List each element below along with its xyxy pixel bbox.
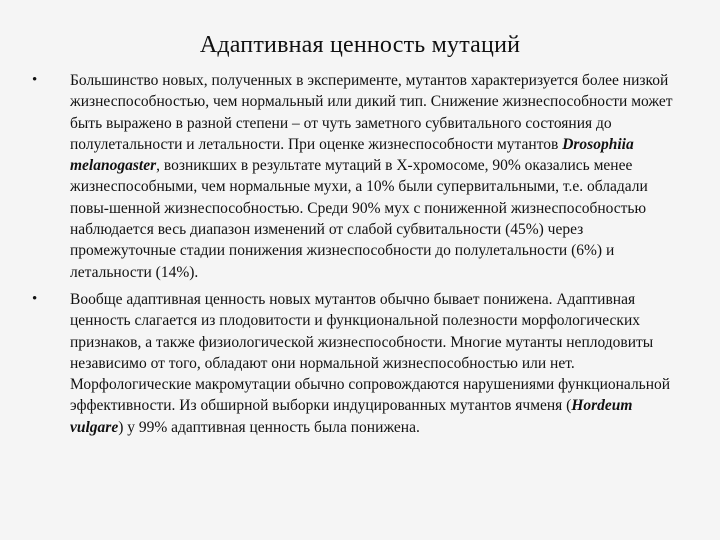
bullet-item: [30, 70, 680, 283]
bullet-marker: •: [32, 72, 38, 88]
slide-title: Адаптивная ценность мутаций: [199, 32, 521, 58]
bullet-marker: •: [32, 290, 38, 307]
species-name: Drosophiia melanogaster: [70, 135, 634, 175]
bullet-text-segment: Вообще адаптивная ценность новых мутантов обычно бывает понижена. Адаптивная ценность слагается из плодовитости и функциональной полезности морфологических признаков, а также физиологической жизнеспособности. Многие мутанты неплодовиты независимо от того, обладают они нормальной жизнеспособностью или нет. Морфологические макромутации обычно сопровождаются нарушениями функциональной эффективности. Из обширной выборки индуцированных мутантов ячменя (: [70, 290, 671, 415]
bullet-text-segment: ) у 99% адаптивная ценность была понижена.: [118, 418, 420, 436]
bullet-list: [30, 70, 680, 444]
bullet-item: [30, 289, 680, 438]
bullet-text-segment: Большинство новых, полученных в эксперименте, мутантов характеризуется более низкой жизнеспособностью, чем нормальный или дикий тип. Снижение жизнеспособности может быть выражено в разной степени – от чуть заметного субвитального состояния до полулетальности и летальности. При оценке жизнеспособности мутантов: [70, 72, 673, 153]
bullet-text: [70, 291, 670, 436]
bullet-text: [70, 72, 673, 281]
species-name: Hordeum vulgare: [70, 397, 633, 436]
bullet-text-segment: , возникших в результате мутаций в X-хромосоме, 90% оказались менее жизнеспособными, чем нормальные мухи, а 10% были супервитальными, т.е. обладали повы-шенной жизнеспособностью. Среди 90% мух с пониженной жизнеспособностью наблюдается весь диапазон изменений от слабой субвитальности (45%) через промежуточные стадии понижения жизнеспособности до полулетальности (6%) и летальности (14%).: [70, 157, 648, 281]
